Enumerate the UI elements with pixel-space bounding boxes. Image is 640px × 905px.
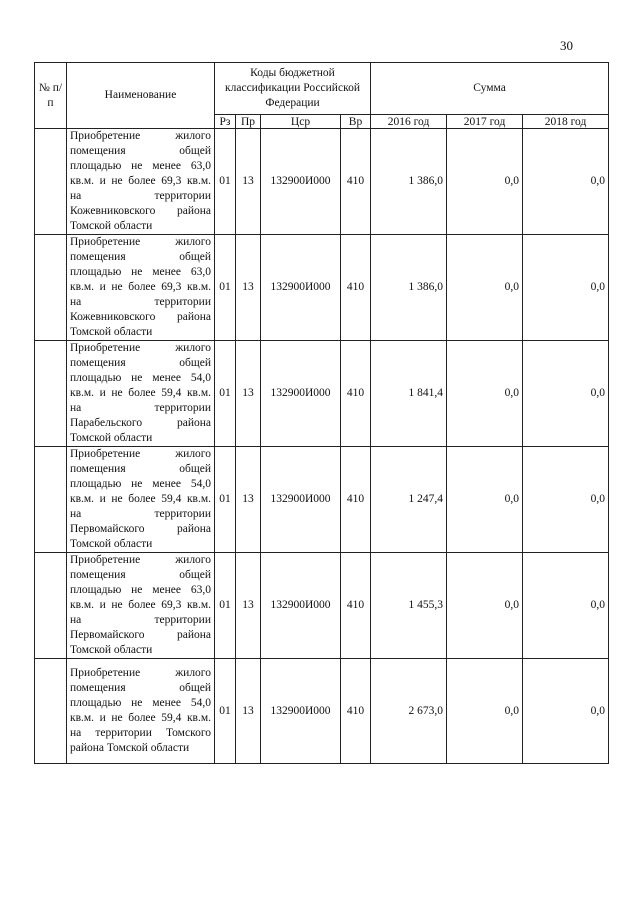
row-name: Приобретение жилого помещения общей площадью не менее 63,0 кв.м. и не более 69,3 кв.м. на территории Кожевниковского района Томской области (67, 129, 215, 235)
header-sum: Сумма (371, 63, 609, 115)
row-2018: 0,0 (523, 341, 609, 447)
row-2018: 0,0 (523, 659, 609, 764)
header-pr: Пр (236, 115, 261, 129)
row-pr: 13 (236, 341, 261, 447)
table-row (35, 553, 609, 659)
row-2016: 2 673,0 (371, 659, 447, 764)
row-rz: 01 (215, 447, 236, 553)
row-2017: 0,0 (447, 129, 523, 235)
row-rz: 01 (215, 341, 236, 447)
row-pr: 13 (236, 447, 261, 553)
row-csr: 132900И000 (261, 447, 341, 553)
row-2016: 1 455,3 (371, 553, 447, 659)
row-2016: 1 386,0 (371, 129, 447, 235)
row-pr: 13 (236, 129, 261, 235)
table-row (35, 235, 609, 341)
table-row (35, 341, 609, 447)
row-num (35, 129, 67, 235)
header-num: № п/п (35, 63, 67, 129)
row-2017: 0,0 (447, 341, 523, 447)
header-2018: 2018 год (523, 115, 609, 129)
row-2017: 0,0 (447, 553, 523, 659)
row-2016: 1 841,4 (371, 341, 447, 447)
row-rz: 01 (215, 553, 236, 659)
row-vr: 410 (341, 129, 371, 235)
header-2016: 2016 год (371, 115, 447, 129)
row-2017: 0,0 (447, 235, 523, 341)
header-name: Наименование (67, 63, 215, 129)
row-csr: 132900И000 (261, 659, 341, 764)
row-vr: 410 (341, 235, 371, 341)
header-2017: 2017 год (447, 115, 523, 129)
row-vr: 410 (341, 447, 371, 553)
row-pr: 13 (236, 659, 261, 764)
row-num (35, 341, 67, 447)
row-2018: 0,0 (523, 447, 609, 553)
row-name: Приобретение жилого помещения общей площадью не менее 63,0 кв.м. и не более 69,3 кв.м. на территории Первомайского района Томской области (67, 553, 215, 659)
row-2017: 0,0 (447, 447, 523, 553)
table-row (35, 659, 609, 764)
row-2017: 0,0 (447, 659, 523, 764)
row-vr: 410 (341, 659, 371, 764)
table-row (35, 129, 609, 235)
row-name: Приобретение жилого помещения общей площадью не менее 54,0 кв.м. и не более 59,4 кв.м. на территории Парабельского района Томской области (67, 341, 215, 447)
row-2016: 1 386,0 (371, 235, 447, 341)
header-codes: Коды бюджетной классификации Российской Федерации (215, 63, 371, 115)
row-csr: 132900И000 (261, 553, 341, 659)
row-num (35, 659, 67, 764)
row-rz: 01 (215, 659, 236, 764)
header-rz: Рз (215, 115, 236, 129)
page-number: 30 (560, 38, 573, 53)
table-row (35, 447, 609, 553)
row-2016: 1 247,4 (371, 447, 447, 553)
row-name: Приобретение жилого помещения общей площадью не менее 54,0 кв.м. и не более 59,4 кв.м. на территории Томского района Томской области (67, 659, 215, 764)
row-csr: 132900И000 (261, 235, 341, 341)
budget-table (34, 62, 609, 764)
row-num (35, 447, 67, 553)
row-name: Приобретение жилого помещения общей площадью не менее 63,0 кв.м. и не более 69,3 кв.м. на территории Кожевниковского района Томской области (67, 235, 215, 341)
row-rz: 01 (215, 235, 236, 341)
header-vr: Вр (341, 115, 371, 129)
row-2018: 0,0 (523, 235, 609, 341)
row-num (35, 235, 67, 341)
row-name: Приобретение жилого помещения общей площадью не менее 54,0 кв.м. и не более 59,4 кв.м. на территории Первомайского района Томской области (67, 447, 215, 553)
row-rz: 01 (215, 129, 236, 235)
row-csr: 132900И000 (261, 129, 341, 235)
row-pr: 13 (236, 235, 261, 341)
header-csr: Цср (261, 115, 341, 129)
row-pr: 13 (236, 553, 261, 659)
row-num (35, 553, 67, 659)
row-vr: 410 (341, 341, 371, 447)
row-csr: 132900И000 (261, 341, 341, 447)
row-2018: 0,0 (523, 129, 609, 235)
row-2018: 0,0 (523, 553, 609, 659)
row-vr: 410 (341, 553, 371, 659)
